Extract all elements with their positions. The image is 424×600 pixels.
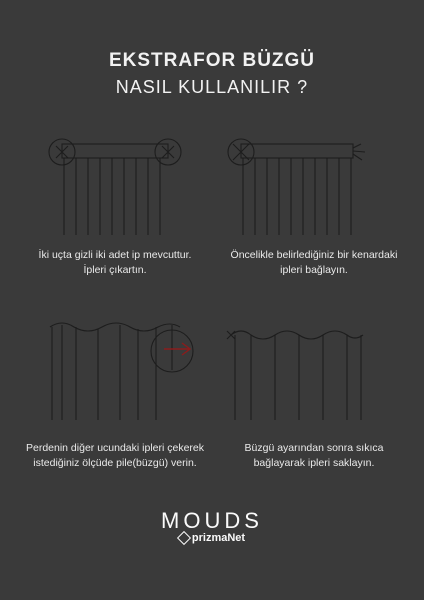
page-title: EKSTRAFOR BÜZGÜ <box>108 50 316 71</box>
brand-sub: prizmaNet <box>0 532 424 544</box>
step-3-caption: Perdenin diğer ucundaki ipleri çekerek istediğiniz ölçüde pile(büzgü) verin. <box>25 442 205 469</box>
step-1-illustration <box>40 130 190 240</box>
step-2-illustration <box>225 130 375 240</box>
page-subtitle: NASIL KULLANILIR ? <box>115 77 309 97</box>
step-1-caption: İki uçta gizli iki adet ip mevcuttur. İpleri çıkartın. <box>38 249 192 276</box>
step-2-caption: Öncelikle belirlediğiniz bir kenardaki ipleri bağlayın. <box>230 249 398 276</box>
brand-logo <box>0 508 424 544</box>
brand-name: MOUDS <box>161 508 263 533</box>
step-4-caption: Büzgü ayarından sonra sıkıca bağlayarak ipleri saklayın. <box>244 442 384 469</box>
prizma-icon <box>177 531 191 545</box>
step-4-illustration <box>225 315 375 425</box>
step-3-illustration <box>40 315 200 425</box>
